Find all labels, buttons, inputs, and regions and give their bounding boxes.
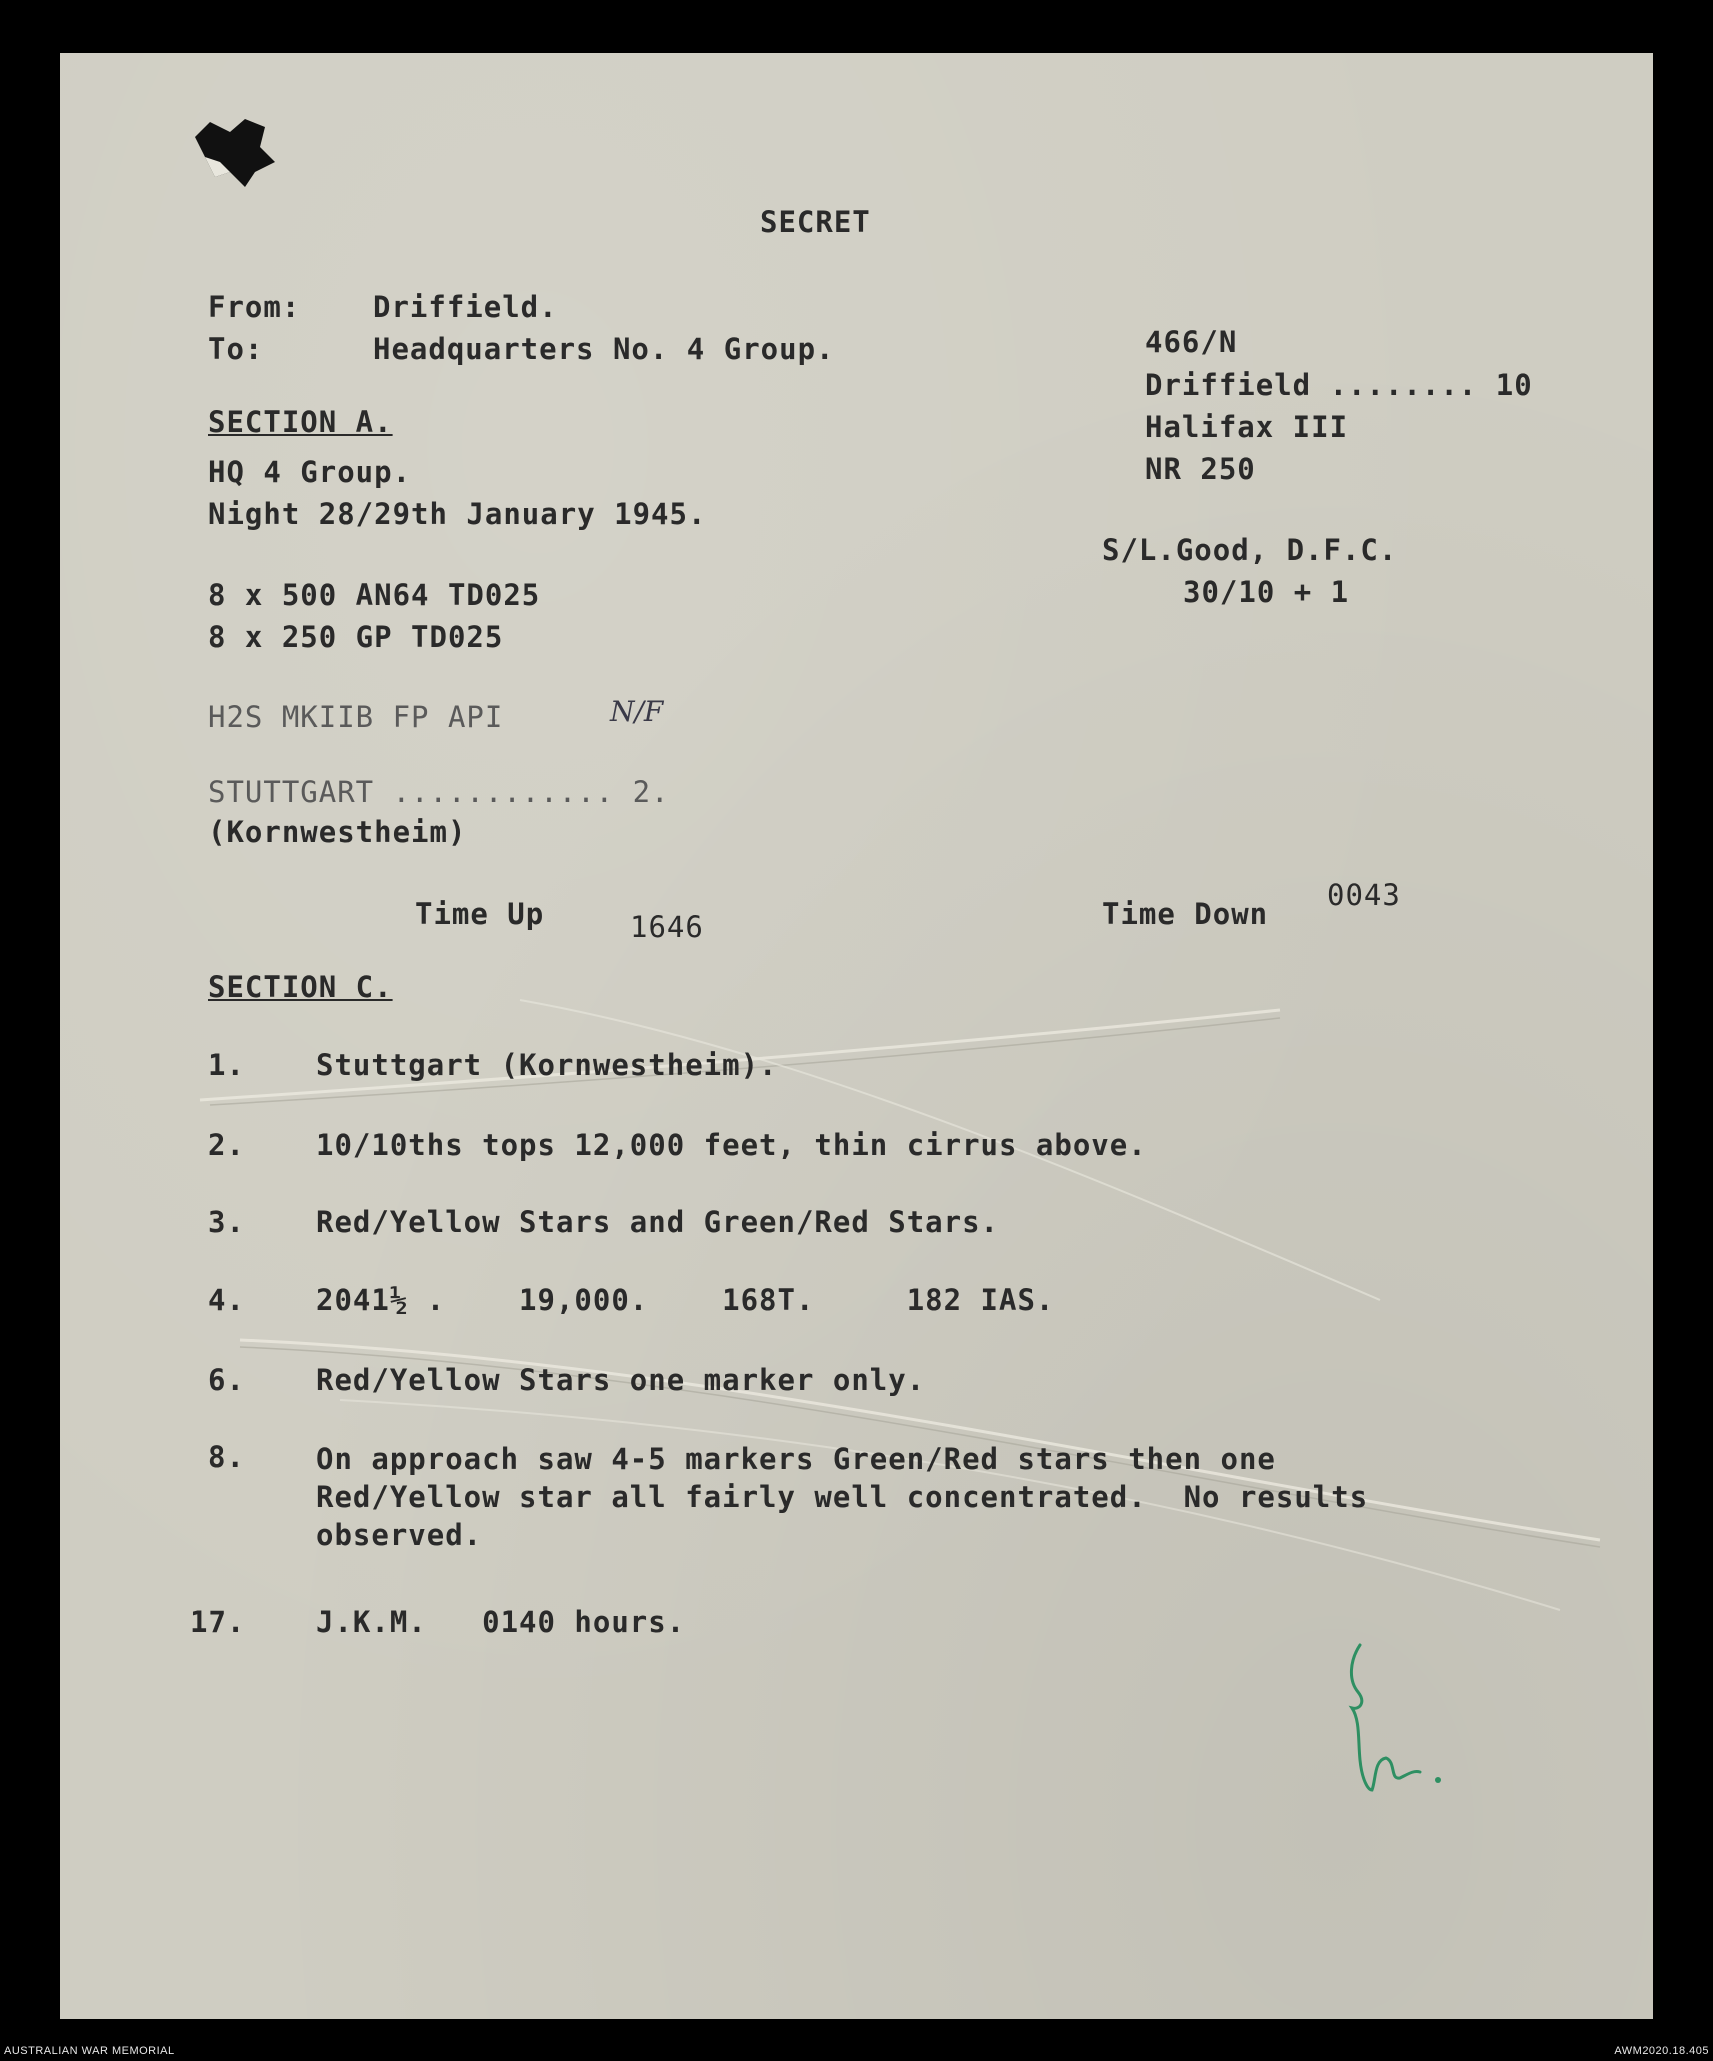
from-value: Driffield.	[373, 290, 558, 324]
to-label: To:	[208, 332, 264, 366]
handwritten-signature	[1330, 1640, 1450, 1800]
equipment-handwritten-note: N/F	[610, 695, 664, 728]
aircraft-type: Halifax III	[1145, 410, 1349, 444]
torn-corner-hole	[190, 117, 285, 192]
pilot-name: S/L.Good, D.F.C.	[1102, 533, 1398, 567]
time-up-value: 1646	[630, 910, 704, 944]
to-value: Headquarters No. 4 Group.	[373, 332, 835, 366]
bomb-load-1: 8 x 500 AN64 TD025	[208, 578, 541, 612]
ops-count: 30/10 + 1	[1183, 575, 1350, 609]
item-text: 10/10ths tops 12,000 feet, thin cirrus above.	[316, 1128, 1147, 1162]
item-number: 3.	[208, 1205, 245, 1239]
section-a-hq: HQ 4 Group.	[208, 455, 412, 489]
item-number: 4.	[208, 1283, 245, 1317]
section-c-heading: SECTION C.	[208, 970, 393, 1004]
item-text: On approach saw 4-5 markers Green/Red stars then one Red/Yellow star all fairly well concentrated. No results observed.	[316, 1442, 1369, 1552]
squadron-code: 466/N	[1145, 325, 1238, 359]
item-text: Stuttgart (Kornwestheim).	[316, 1048, 778, 1082]
item-text: 2041½ . 19,000. 168T. 182 IAS.	[316, 1283, 1055, 1317]
item-text: Red/Yellow Stars one marker only.	[316, 1363, 926, 1397]
target-detail: (Kornwestheim)	[208, 815, 467, 849]
base-count: Driffield ........ 10	[1145, 368, 1533, 402]
time-down-value: 0043	[1327, 878, 1401, 912]
item-number: 8.	[208, 1440, 245, 1474]
equipment-line: H2S MKIIB FP API	[208, 700, 504, 734]
footer-accession-number: AWM2020.18.405	[1614, 2045, 1709, 2057]
item-text: Red/Yellow Stars and Green/Red Stars.	[316, 1205, 1000, 1239]
item-number: 2.	[208, 1128, 245, 1162]
time-up-label: Time Up	[415, 897, 545, 931]
item-number: 1.	[208, 1048, 245, 1082]
bomb-load-2: 8 x 250 GP TD025	[208, 620, 504, 654]
section-a-heading: SECTION A.	[208, 405, 393, 439]
item-number: 17.	[190, 1605, 246, 1639]
target-line: STUTTGART ............ 2.	[208, 775, 670, 809]
time-down-label: Time Down	[1102, 897, 1269, 931]
aircraft-serial: NR 250	[1145, 452, 1256, 486]
section-a-night: Night 28/29th January 1945.	[208, 497, 707, 531]
classification-heading: SECRET	[760, 205, 871, 239]
item-number: 6.	[208, 1363, 245, 1397]
item-text: J.K.M. 0140 hours.	[316, 1605, 686, 1639]
footer-institution: AUSTRALIAN WAR MEMORIAL	[4, 2045, 175, 2057]
from-label: From:	[208, 290, 301, 324]
